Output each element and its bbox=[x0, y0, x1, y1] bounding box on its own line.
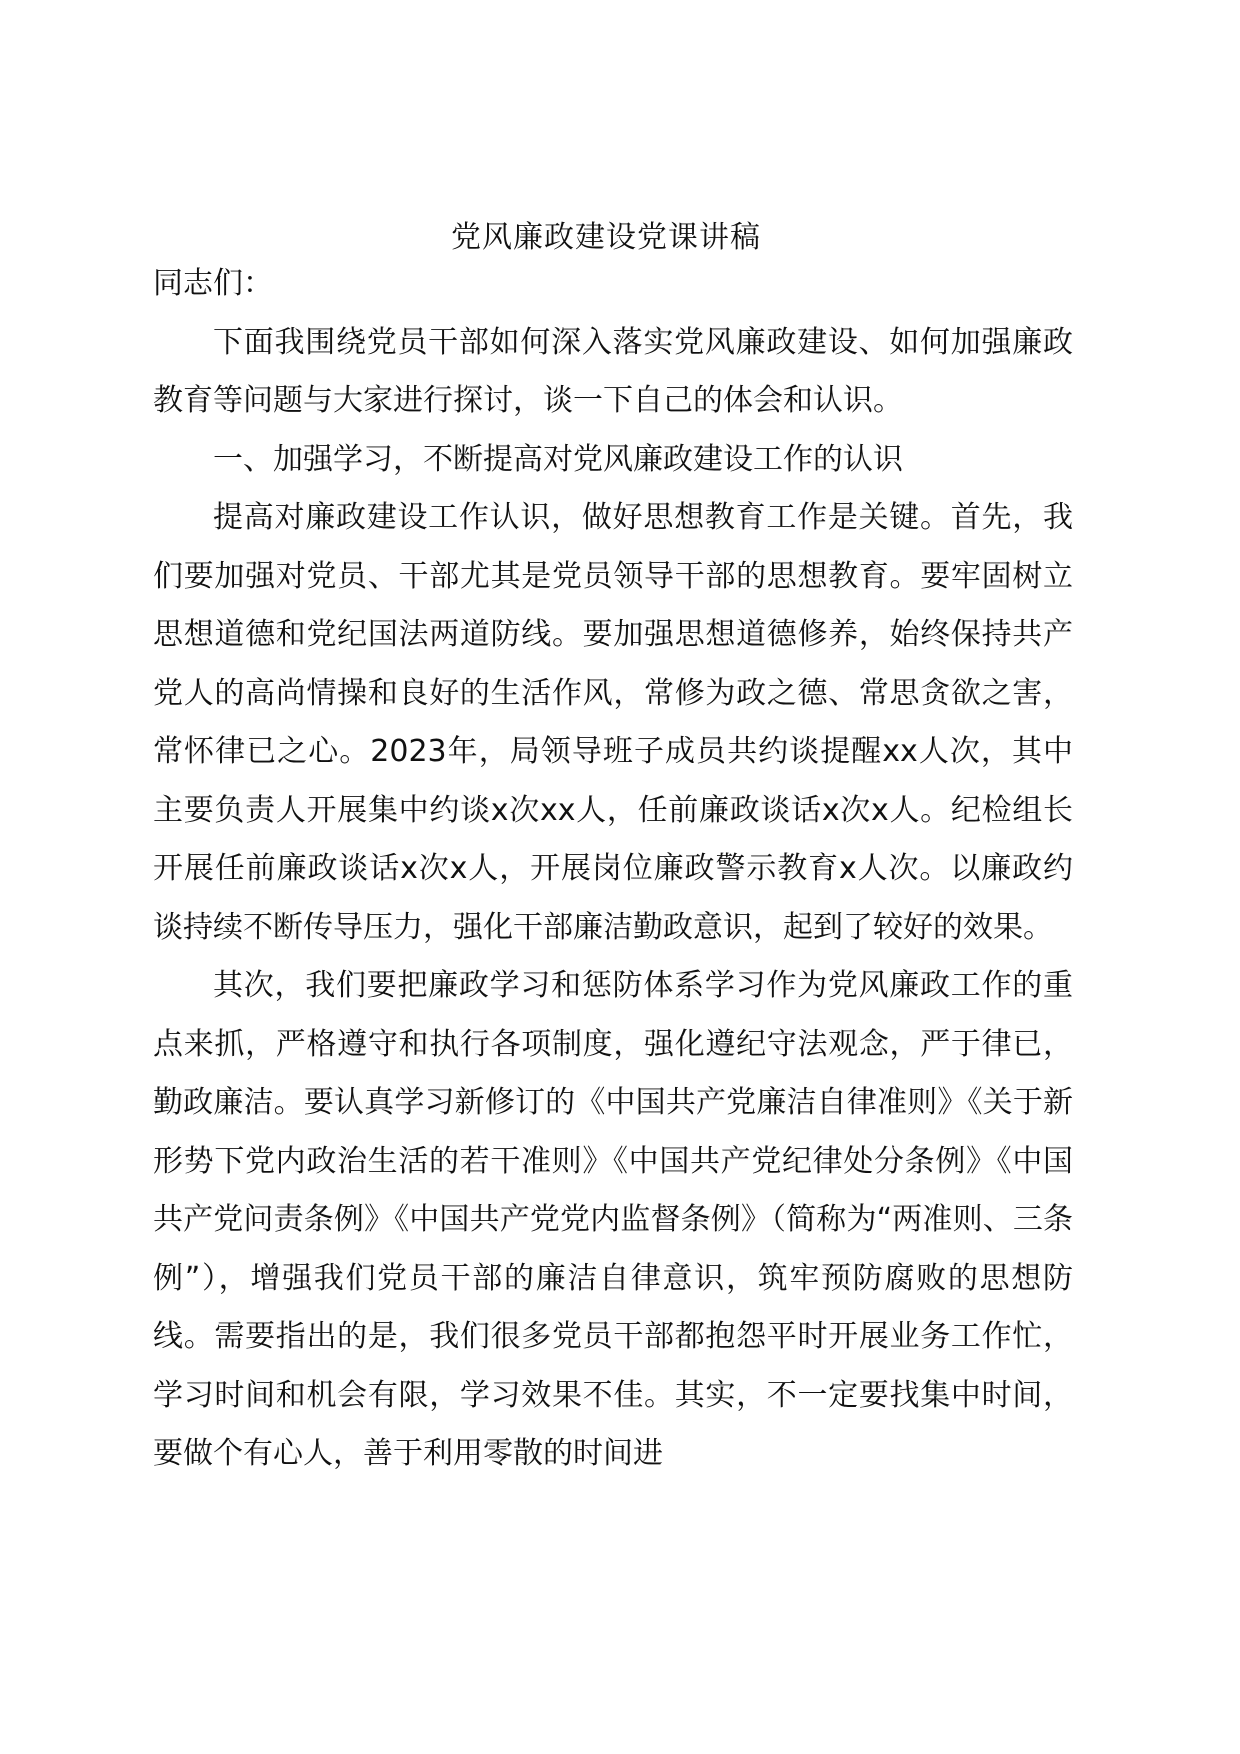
document-body bbox=[153, 255, 1073, 1484]
paragraph-first: 提高对廉政建设工作认识，做好思想教育工作是关键。首先，我们要加强对党员、干部尤其是党员领导干部的思想教育。要牢固树立思想道德和党纪国法两道防线。要加强思想道德修养，始终保持共产党人的高尚情操和良好的生活作风，常修为政之德、常思贪欲之害，常怀律已之心。2023年，局领导班子成员共约谈提醒xx人次，其中主要负责人开展集中约谈x次xx人，任前廉政谈话x次x人。纪检组长开展任前廉政谈话x次x人，开展岗位廉政警示教育x人次。以廉政约谈持续不断传导压力，强化干部廉洁勤政意识，起到了较好的效果。 bbox=[153, 500, 1073, 945]
section-heading-1: 一、加强学习，不断提高对党风廉政建设工作的认识 bbox=[213, 441, 903, 477]
paragraph-second: 其次，我们要把廉政学习和惩防体系学习作为党风廉政工作的重点来抓，严格遵守和执行各项制度，强化遵纪守法观念，严于律已，勤政廉洁。要认真学习新修订的《中国共产党廉洁自律准则》《关于新形势下党内政治生活的若干准则》《中国共产党纪律处分条例》《中国共产党问责条例》《中国共产党党内监督条例》（简称为“两准则、三条例”），增强我们党员干部的廉洁自律意识，筑牢预防腐败的思想防线。需要指出的是，我们很多党员干部都抱怨平时开展业务工作忙，学习时间和机会有限，学习效果不佳。其实，不一定要找集中时间，要做个有心人，善于利用零散的时间进 bbox=[153, 968, 1073, 1471]
paragraph-intro: 下面我围绕党员干部如何深入落实党风廉政建设、如何加强廉政教育等问题与大家进行探讨，谈一下自己的体会和认识。 bbox=[153, 324, 1073, 418]
document-title: 党风廉政建设党课讲稿 bbox=[451, 220, 761, 255]
salutation: 同志们： bbox=[153, 266, 273, 301]
